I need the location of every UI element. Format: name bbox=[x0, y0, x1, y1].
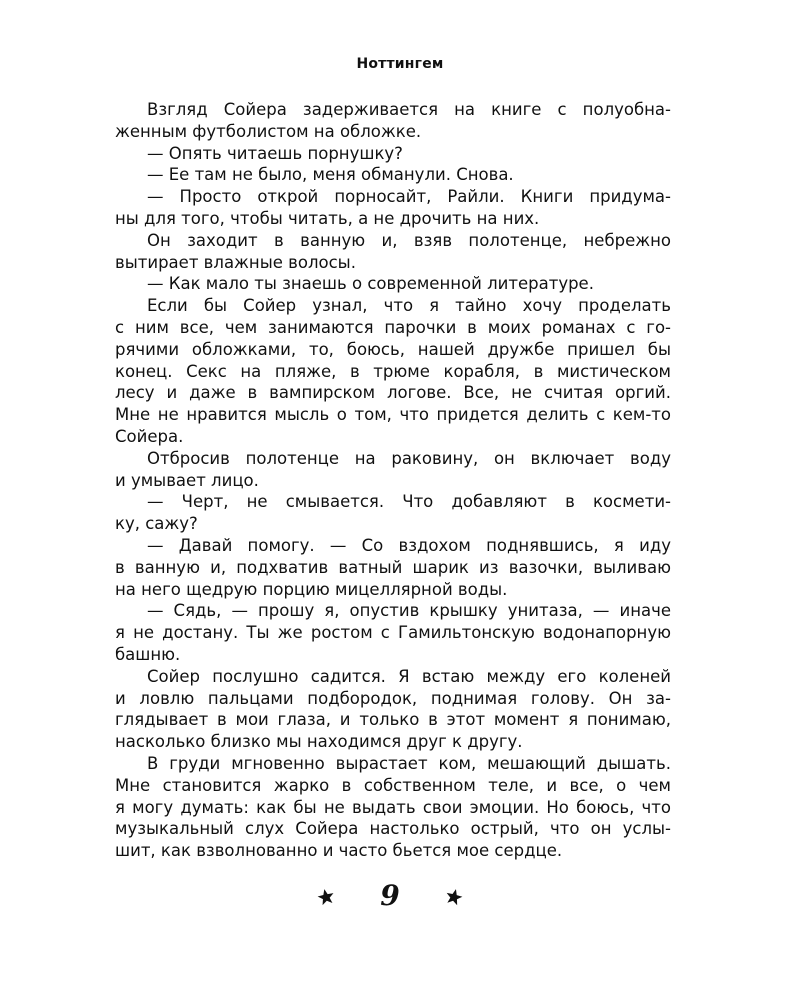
text-line: Сойера. bbox=[115, 426, 184, 446]
text-line: Отбросив полотенце на раковину, он включает воду bbox=[147, 448, 671, 468]
text-line: рячими обложками, то, боюсь, нашей дружбе пришел бы bbox=[115, 339, 671, 359]
text-line: шит, как взволнованно и часто бьется мое сердце. bbox=[115, 841, 563, 861]
text-line: с ним все, чем занимаются парочки в моих романах с го- bbox=[115, 317, 671, 337]
text-line: — Давай помогу. — Со вздохом поднявшись, я иду bbox=[147, 535, 671, 555]
text-line: в ванную и, подхватив ватный шарик из вазочки, выливаю bbox=[115, 557, 671, 577]
text-line: музыкальный слух Сойера настолько острый, что он услы- bbox=[115, 819, 671, 839]
text-line: — Черт, не смывается. Что добавляют в космети- bbox=[147, 492, 671, 512]
text-line: — Просто открой порносайт, Райли. Книги придума- bbox=[147, 187, 671, 207]
text-line: Мне не нравится мысль о том, что придется делить с кем-то bbox=[115, 405, 671, 425]
text-line: я не достану. Ты же ростом с Гамильтонскую водонапорную bbox=[115, 623, 671, 643]
page-body bbox=[115, 99, 671, 862]
text-line: вытирает влажные волосы. bbox=[115, 252, 356, 272]
text-line: и ловлю пальцами подбородок, поднимая голову. Он за- bbox=[115, 688, 671, 708]
text-line: Сойер послушно садится. Я встаю между его коленей bbox=[147, 666, 671, 686]
text-line: Мне становится жарко в собственном теле, и все, о чем bbox=[115, 775, 671, 795]
text-line: женным футболистом на обложке. bbox=[115, 121, 422, 141]
text-line: — Опять читаешь порнушку? bbox=[147, 143, 403, 163]
text-line: Он заходит в ванную и, взяв полотенце, небрежно bbox=[147, 230, 671, 250]
text-line: я могу думать: как бы не выдать свои эмоции. Но боюсь, что bbox=[115, 797, 671, 817]
text-line: глядывает в мои глаза, и только в этот момент я понимаю, bbox=[115, 710, 671, 730]
text-line: — Сядь, — прошу я, опустив крышку унитаза, — иначе bbox=[147, 601, 671, 621]
text-line: лесу и даже в вампирском логове. Все, не считая оргий. bbox=[115, 383, 671, 403]
text-line: ны для того, чтобы читать, а не дрочить на них. bbox=[115, 208, 540, 228]
running-header: Ноттингем bbox=[356, 56, 444, 72]
text-line: Если бы Сойер узнал, что я тайно хочу проделать bbox=[147, 296, 671, 316]
text-line: — Как мало ты знаешь о современной литературе. bbox=[147, 274, 594, 294]
text-line: В груди мгновенно вырастает ком, мешающий дышать. bbox=[147, 753, 671, 773]
text-line: башню. bbox=[115, 644, 181, 664]
page-footer bbox=[0, 880, 800, 920]
text-line: ку, сажу? bbox=[115, 514, 198, 534]
text-line: и умывает лицо. bbox=[115, 470, 259, 490]
text-line: Взгляд Сойера задерживается на книге с полуобна- bbox=[147, 100, 671, 119]
page-number: 9 bbox=[380, 879, 400, 912]
text-line: на него щедрую порцию мицеллярной воды. bbox=[115, 579, 508, 599]
star-icon bbox=[445, 888, 463, 906]
star-icon bbox=[317, 888, 335, 906]
text-line: конец. Секс на пляже, в трюме корабля, в мистическом bbox=[115, 361, 671, 381]
text-line: — Ее там не было, меня обманули. Снова. bbox=[147, 165, 514, 185]
text-line: насколько близко мы находимся друг к другу. bbox=[115, 732, 523, 752]
